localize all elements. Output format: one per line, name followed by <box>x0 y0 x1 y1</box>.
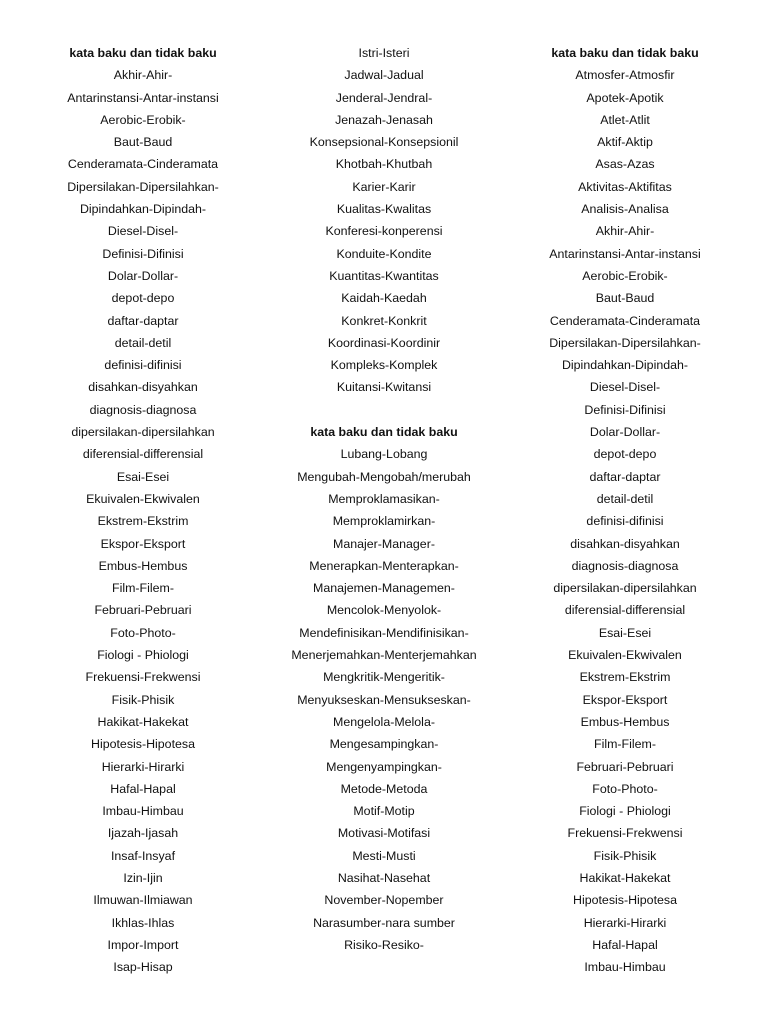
word-pair-item: Mengkritik-Mengeritik- <box>323 670 445 685</box>
word-pair-item: Frekuensi-Frekwensi <box>567 826 683 841</box>
word-pair-item: Diesel-Disel- <box>589 380 661 395</box>
word-pair-item: Ekstrem-Ekstrim <box>97 514 189 529</box>
word-pair-item: dipersilakan-dipersilahkan <box>553 581 697 596</box>
word-pair-item: Fiologi - Phiologi <box>579 804 671 819</box>
word-pair-item: detail-detil <box>596 491 654 506</box>
word-pair-item: Aktif-Aktip <box>597 135 653 150</box>
word-pair-item: Imbau-Himbau <box>584 960 666 975</box>
word-pair-item: Memproklamirkan- <box>332 514 436 529</box>
word-pair-item: Hierarki-Hirarki <box>101 759 185 774</box>
word-pair-item: Ekspor-Eksport <box>582 692 668 707</box>
word-pair-item: Akhir-Ahir- <box>113 68 173 83</box>
word-pair-item: Hierarki-Hirarki <box>583 915 667 930</box>
word-pair-item: Aktivitas-Aktifitas <box>578 179 672 194</box>
word-pair-item: Hakikat-Hakekat <box>97 714 189 729</box>
word-pair-item: Dipindahkan-Dipindah- <box>561 358 689 373</box>
word-pair-item: Esai-Esei <box>116 469 170 484</box>
word-pair-item: Atlet-Atlit <box>600 112 650 127</box>
word-pair-item: dipersilakan-dipersilahkan <box>71 425 215 440</box>
word-pair-item: Fisik-Phisik <box>111 692 175 707</box>
word-pair-item: Dipersilakan-Dipersilahkan- <box>549 335 701 350</box>
blank-line <box>269 399 499 421</box>
word-pair-item: Menyukseskan-Mensukseskan- <box>297 692 471 707</box>
word-pair-item: Lubang-Lobang <box>340 447 428 462</box>
word-pair-item: Ekstrem-Ekstrim <box>579 670 671 685</box>
section-heading: kata baku dan tidak baku <box>69 46 217 60</box>
word-pair-item: Mengenyampingkan- <box>326 759 442 774</box>
word-pair-item: Antarinstansi-Antar-instansi <box>549 246 701 261</box>
word-pair-item: Film-Filem- <box>112 581 174 596</box>
word-pair-item: Fisik-Phisik <box>593 848 657 863</box>
word-pair-item: Akhir-Ahir- <box>595 224 655 239</box>
section-heading: kata baku dan tidak baku <box>551 46 699 60</box>
word-pair-item: Kuantitas-Kwantitas <box>329 268 439 283</box>
word-pair-item: Embus-Hembus <box>580 714 670 729</box>
word-pair-item: diagnosis-diagnosa <box>89 402 197 417</box>
word-pair-item: Ijazah-Ijasah <box>107 826 179 841</box>
word-pair-item: Kualitas-Kwalitas <box>336 202 432 217</box>
word-pair-item: Februari-Pebruari <box>576 759 674 774</box>
word-pair-item: Jadwal-Jadual <box>344 68 424 83</box>
word-pair-item: Khotbah-Khutbah <box>335 157 433 172</box>
word-pair-item: Aerobic-Erobik- <box>100 112 186 127</box>
word-pair-item: daftar-daptar <box>589 469 661 484</box>
word-pair-item: disahkan-disyahkan <box>570 536 680 551</box>
word-pair-item: Menerjemahkan-Menterjemahkan <box>291 648 477 663</box>
word-pair-item: Metode-Metoda <box>340 781 428 796</box>
word-pair-item: Imbau-Himbau <box>102 804 184 819</box>
word-pair-item: Mencolok-Menyolok- <box>326 603 442 618</box>
word-pair-item: Kompleks-Komplek <box>330 358 438 373</box>
word-pair-item: Insaf-Insyaf <box>110 848 176 863</box>
word-pair-item: Jenazah-Jenasah <box>335 112 433 127</box>
word-pair-item: Ekuivalen-Ekwivalen <box>86 491 200 506</box>
word-pair-item: Manajer-Manager- <box>333 536 435 551</box>
word-pair-item: Konduite-Kondite <box>336 246 432 261</box>
word-pair-item: Februari-Pebruari <box>94 603 192 618</box>
word-pair-item: Baut-Baud <box>595 291 655 306</box>
word-pair-item: Kuitansi-Kwitansi <box>336 380 432 395</box>
word-pair-item: Mengelola-Melola- <box>333 714 435 729</box>
word-pair-item: diferensial-differensial <box>564 603 686 618</box>
word-pair-item: Hipotesis-Hipotesa <box>91 737 195 752</box>
word-pair-item: disahkan-disyahkan <box>88 380 198 395</box>
word-pair-item: depot-depo <box>111 291 175 306</box>
word-pair-item: Karier-Karir <box>352 179 416 194</box>
word-pair-item: definisi-difinisi <box>104 358 182 373</box>
word-pair-item: Analisis-Analisa <box>581 202 669 217</box>
word-pair-item: definisi-difinisi <box>586 514 664 529</box>
word-pair-item: Dipersilakan-Dipersilahkan- <box>67 179 219 194</box>
word-pair-item: Atmosfer-Atmosfir <box>575 68 675 83</box>
word-pair-item: November-Nopember <box>324 893 444 908</box>
word-pair-item: diferensial-differensial <box>82 447 204 462</box>
word-pair-item: Foto-Photo- <box>592 781 658 796</box>
word-pair-item: Jenderal-Jendral- <box>335 90 433 105</box>
word-pair-item: Ilmuwan-Ilmiawan <box>93 893 193 908</box>
word-pair-item: Embus-Hembus <box>98 558 188 573</box>
word-pair-item: Mengubah-Mengobah/merubah <box>297 469 471 484</box>
word-pair-item: Hafal-Hapal <box>592 937 658 952</box>
word-pair-item: Istri-Isteri <box>358 46 410 60</box>
word-pair-item: Frekuensi-Frekwensi <box>85 670 201 685</box>
word-pair-item: Ekuivalen-Ekwivalen <box>568 648 682 663</box>
word-pair-item: Film-Filem- <box>594 737 656 752</box>
word-pair-item: Baut-Baud <box>113 135 173 150</box>
word-pair-item: Kaidah-Kaedah <box>341 291 427 306</box>
word-pair-item: Foto-Photo- <box>110 625 176 640</box>
word-pair-item: Menerapkan-Menterapkan- <box>309 558 459 573</box>
word-pair-item: Cenderamata-Cinderamata <box>549 313 701 328</box>
word-pair-item: Konferesi-konperensi <box>325 224 443 239</box>
word-pair-item: Cenderamata-Cinderamata <box>67 157 219 172</box>
word-pair-item: Memproklamasikan- <box>328 491 440 506</box>
word-pair-item: Dolar-Dollar- <box>107 268 179 283</box>
word-pair-item: Izin-Ijin <box>123 870 163 885</box>
word-pair-item: Asas-Azas <box>595 157 655 172</box>
column-right <box>510 42 740 978</box>
word-pair-item: Hipotesis-Hipotesa <box>573 893 677 908</box>
word-pair-item: detail-detil <box>114 335 172 350</box>
word-pair-item: Ekspor-Eksport <box>100 536 186 551</box>
word-pair-item: Definisi-Difinisi <box>102 246 184 261</box>
word-pair-item: Definisi-Difinisi <box>584 402 666 417</box>
word-pair-item: Hafal-Hapal <box>110 781 176 796</box>
word-pair-item: Dipindahkan-Dipindah- <box>79 202 207 217</box>
word-pair-item: Koordinasi-Koordinir <box>327 335 441 350</box>
word-pair-item: Mesti-Musti <box>352 848 416 863</box>
word-pair-item: Apotek-Apotik <box>586 90 664 105</box>
word-pair-item: Nasihat-Nasehat <box>337 870 431 885</box>
word-pair-item: Motif-Motip <box>353 804 415 819</box>
word-pair-item: diagnosis-diagnosa <box>571 558 679 573</box>
word-pair-item: depot-depo <box>593 447 657 462</box>
word-pair-item: Narasumber-nara sumber <box>313 915 455 930</box>
word-pair-item: Isap-Hisap <box>113 960 173 975</box>
word-pair-item: Impor-Import <box>107 937 179 952</box>
word-pair-item: Ikhlas-Ihlas <box>111 915 175 930</box>
word-pair-item: Dolar-Dollar- <box>589 425 661 440</box>
word-pair-item: Motivasi-Motifasi <box>337 826 431 841</box>
word-pair-item: daftar-daptar <box>107 313 179 328</box>
word-pair-item: Mendefinisikan-Mendifinisikan- <box>299 625 469 640</box>
word-pair-item: Fiologi - Phiologi <box>97 648 189 663</box>
word-pair-item: Konsepsional-Konsepsionil <box>309 135 459 150</box>
word-pair-item: Konkret-Konkrit <box>341 313 427 328</box>
word-pair-item: Aerobic-Erobik- <box>582 268 668 283</box>
word-pair-item: Mengesampingkan- <box>329 737 439 752</box>
column-left <box>28 42 258 978</box>
word-pair-item: Risiko-Resiko- <box>344 937 424 952</box>
word-pair-item: Diesel-Disel- <box>107 224 179 239</box>
column-middle <box>269 42 499 956</box>
word-pair-item: Antarinstansi-Antar-instansi <box>67 90 219 105</box>
word-pair-item: Hakikat-Hakekat <box>579 870 671 885</box>
word-pair-item: Esai-Esei <box>598 625 652 640</box>
word-pair-item: Manajemen-Managemen- <box>313 581 455 596</box>
section-heading: kata baku dan tidak baku <box>310 425 458 440</box>
